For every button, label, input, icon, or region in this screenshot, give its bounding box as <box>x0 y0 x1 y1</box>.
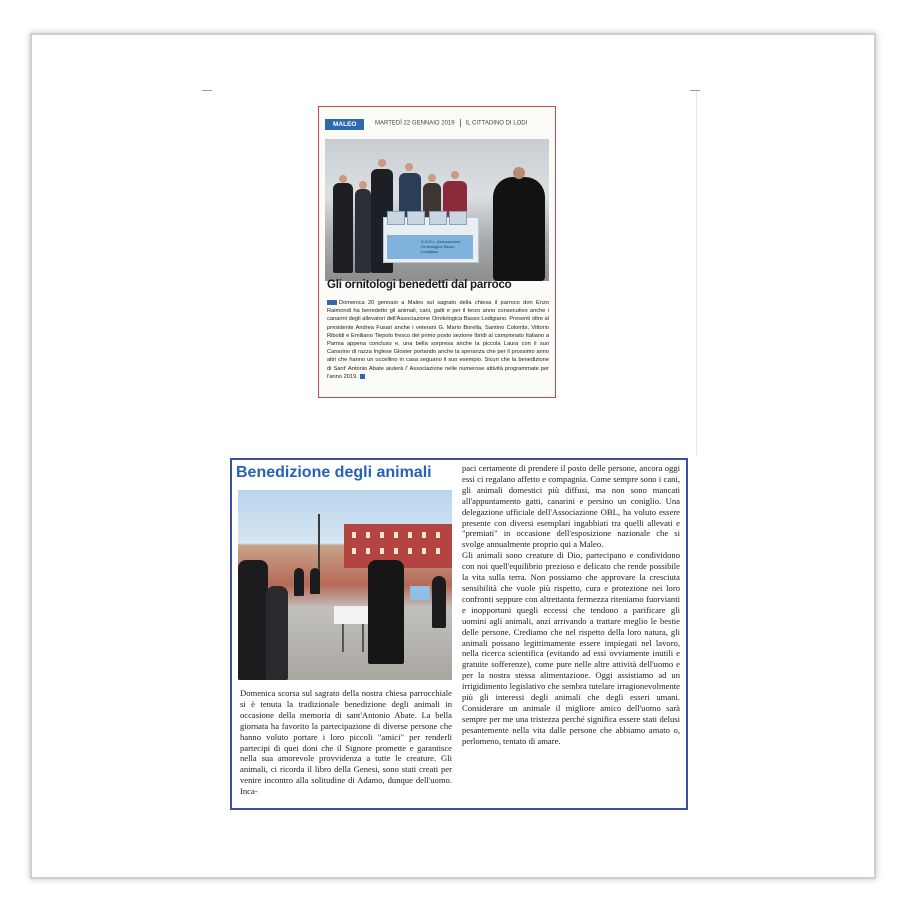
photo-person <box>310 568 320 594</box>
photo-person <box>294 568 304 596</box>
publication-date: MARTEDÌ 22 GENNAIO 2019 <box>375 120 455 127</box>
photo-window <box>366 548 370 554</box>
photo-window <box>352 532 356 538</box>
photo-priest <box>493 177 545 281</box>
photo-window <box>394 532 398 538</box>
photo-window <box>436 532 440 538</box>
parish-bulletin-clipping <box>230 458 688 810</box>
dateline <box>375 119 527 127</box>
article-column-right <box>462 463 680 747</box>
newspaper-name: IL CITTADINO DI LODI <box>465 120 528 127</box>
clipping-headline: Gli ornitologi benedetti dal parroco <box>327 279 512 291</box>
photo-window <box>394 548 398 554</box>
photo-person-head <box>405 163 413 171</box>
dateline-separator <box>460 119 461 127</box>
photo-person <box>432 576 446 628</box>
bird-cage <box>407 211 425 225</box>
scan-edge-mark <box>202 90 212 91</box>
photo-person-head <box>378 159 386 167</box>
blessing-table-legs <box>342 624 364 652</box>
photo-sign <box>410 586 430 600</box>
photo-window <box>366 532 370 538</box>
photo-person-head <box>359 181 367 189</box>
scan-edge-mark <box>690 90 700 91</box>
paragraph-marker-icon <box>327 300 337 305</box>
photo-person <box>355 189 371 273</box>
photo-person <box>266 586 288 680</box>
photo-window <box>422 548 426 554</box>
photo-priest-head <box>513 167 525 179</box>
photo-window <box>408 548 412 554</box>
blessing-table <box>334 606 368 624</box>
photo-window <box>352 548 356 554</box>
photo-window <box>380 548 384 554</box>
section-tag: MALEO <box>325 119 364 130</box>
photo-window <box>408 532 412 538</box>
bird-cage <box>429 211 447 225</box>
bird-cage <box>449 211 467 225</box>
photo-window <box>422 532 426 538</box>
photo-window <box>436 548 440 554</box>
photo-window <box>380 532 384 538</box>
clipping-body <box>327 299 549 381</box>
photo-person-head <box>451 171 459 179</box>
newspaper-clipping-cittadino <box>318 106 556 398</box>
article-paragraph: Gli animali sono creature di Dio, partecipano e condividono con noi quell'equilibrio prezioso e delicato che rende possibile la vita sulla terra. Non possiamo che approvare la cresciuta sensibilità che vuole più rispetto, cura e protezione nei loro confronti seppure con altrettanta fermezza riteniamo fuorvianti e inopportuni quegli eccessi che tendono a parificare gli uomini agli animali, anzi arrivando a trattare meglio le bestie delle persone. Crediamo che nel rispetto della loro natura, gli animali possano legittimamente essere impiegati nel lavoro, nella ricerca scientifica (evitando ad essi ovviamente inutili e gratuite sofferenze), come pure nelle altre attività dell'uomo e per la nostra stessa alimentazione. Oggi assistiamo ad un irrigidimento legislativo che sembra tutelare irragionevolmente più gli interessi degli animali che degli esseri umani. Considerare un animale il migliore amico dell'uomo sarà sempre per me una tristezza perché significa essere stati delusi pesantemente nella vita dalle persone che abbiamo amato o, perlomeno, tentato di amare. <box>462 550 680 746</box>
article-title: Benedizione degli animali <box>236 464 432 481</box>
end-marker-icon <box>360 374 365 379</box>
photo-person <box>333 183 353 273</box>
article-photo-blessing <box>238 490 452 680</box>
article-column-left: Domenica scorsa sul sagrato della nostra chiesa parrocchiale si è tenuta la tradizionale benedizione degli animali in occasione della memoria di sant'Antonio Abate. La bella giornata ha favorito la partecipazione di diverse persone che hanno voluto portare i loro piccoli "amici" per renderli partecipi di quei doni che il Signore promette e garantisce nella sua amorevole provvidenza a tutte le creature. Gli animali, ci ricorda il libro della Genesi, sono stati creati per venire incontro alla solitudine di Adamo, dunque dell'uomo. Inca- <box>240 688 452 797</box>
photo-person-head <box>428 174 436 182</box>
photo-person <box>238 560 268 680</box>
bird-cage <box>387 211 405 225</box>
clipping-body-text: Domenica 20 gennaio a Maleo sul sagrato della chiesa il parroco don Enzo Raimondi ha benedetto gli animali, cani, gatti e per il terzo anno consecutivo anche i canarini degli allevatori dell'Associazione Ornitologica Basso Lodigiano. Presenti oltre al presidente Andrea Fusari anche i veterani G. Mario Borella, Santino Colombi, Vittorio Riboldi e Emiliano Tiepolo fresco del primo posto sezione Ibridi al campionato Italiano a Parma appena concluso e, una bella sorpresa anche la piccola Laura con il suo Canarino di razza Inglese Gloster portando anche la speranza che per il prossimo anno altri che hanno un uccellino in casa seguano il suo esempio. Sicuri che la benedizione di Sant' Antonio Abate aiuterà l' Associazione nelle numerose attività programmate per l'anno 2019. <box>327 300 549 380</box>
photo-person-head <box>339 175 347 183</box>
news-photo-ornithologists <box>325 139 549 281</box>
photo-priest <box>368 560 404 664</box>
association-banner-text: A.O.B.L. Associazione Ornitologica Basso Lodigiano <box>421 239 461 254</box>
article-paragraph: paci certamente di prendere il posto delle persone, ancora oggi essi ci regalano affetto e compagnia. Come sempre sono i cani, gli animali domestici più diffusi, ma non sono mancati all'appuntamento gatti, canarini e persino un coniglio. Una delegazione ufficiale dell'Associazione OBL, ha voluto essere presente con diversi esemplari ingabbiati tra quelli allevati e "premiati" in occasione dell'esposizione nazionale che si svolge annualmente proprio qui a Maleo. <box>462 463 680 550</box>
